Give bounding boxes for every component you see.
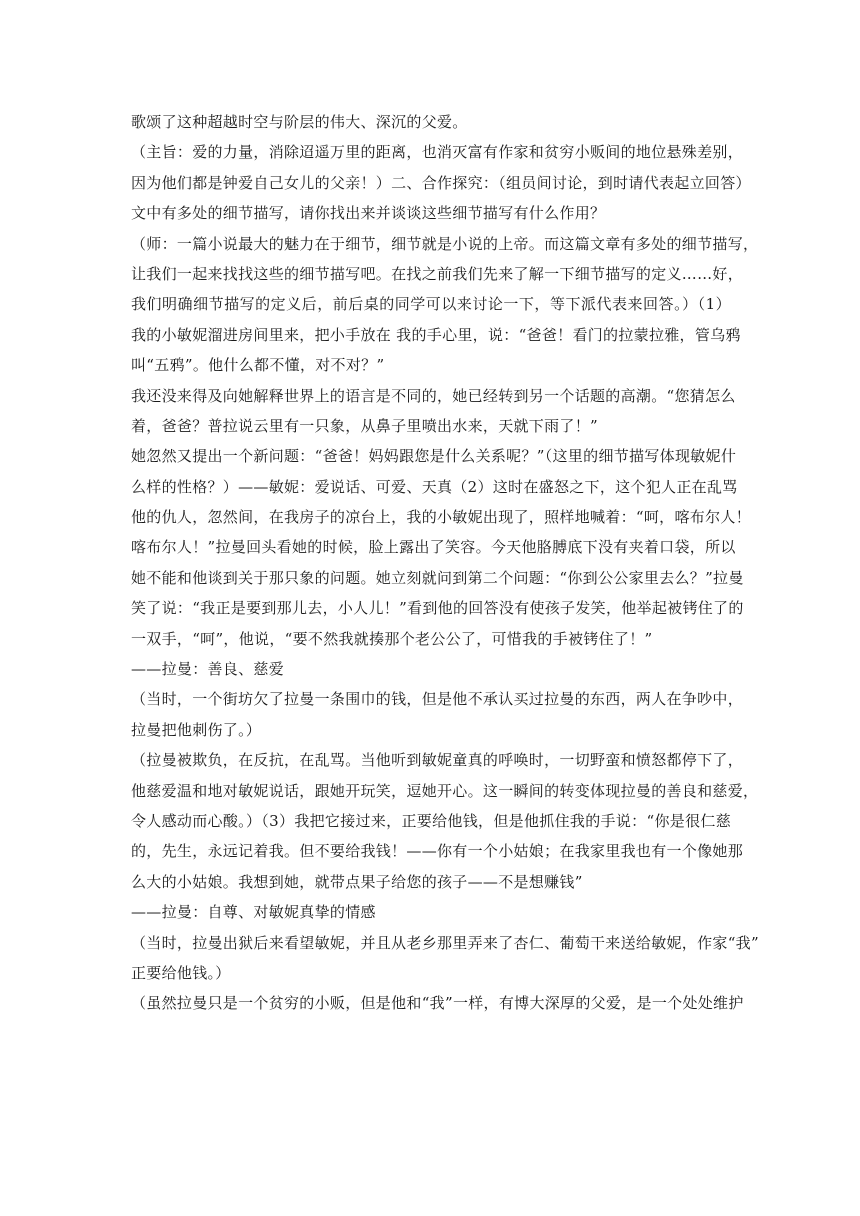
text-line: （主旨：爱的力量，消除迢遥万里的距离，也消灭富有作家和贫穷小贩间的地位悬殊差别， [131,143,744,162]
text-line: （当时，拉曼出狱后来看望敏妮，并且从老乡那里弄来了杏仁、葡萄干来送给敏妮，作家“我” [131,933,759,952]
text-line: ——拉曼：善良、慈爱 [131,660,285,679]
text-line: 他慈爱温和地对敏妮说话，跟她开玩笑，逗她开心。这一瞬间的转变体现拉曼的善良和慈爱， [131,781,759,800]
text-line: 着，爸爸？普拉说云里有一只象，从鼻子里喷出水来，天就下雨了！” [131,416,598,435]
text-line: （拉曼被欺负，在反抗，在乱骂。当他听到敏妮童真的呼唤时，一切野蛮和愤怒都停下了， [131,751,744,770]
text-line: 我的小敏妮溜进房间里来，把小手放在 我的手心里，说：“爸爸！看门的拉蒙拉雅，管乌鸦 [131,325,741,344]
text-line: 歌颂了这种超越时空与阶层的伟大、深沉的父爱。 [131,113,468,131]
text-line: （师：一篇小说最大的魅力在于细节，细节就是小说的上帝。而这篇文章有多处的细节描写， [131,234,759,253]
text-line: 她不能和他谈到关于那只象的问题。她立刻就问到第二个问题：“你到公公家里去么？”拉曼 [131,568,744,587]
text-line: 么大的小姑娘。我想到她，就带点果子给您的孩子——不是想赚钱” [131,872,583,891]
text-line: 令人感动而心酸。）（3）我把它接过来，正要给他钱，但是他抓住我的手说：“你是很仁慈 [131,811,731,830]
text-line: 拉曼把他刺伤了。） [131,720,262,739]
text-line: 我还没来得及向她解释世界上的语言是不同的，她已经转到另一个话题的高潮。“您猜怎么 [131,386,736,405]
text-line: 她忽然又提出一个新问题：“爸爸！妈妈跟您是什么关系呢？”（这里的细节描写体现敏妮什 [131,447,737,466]
text-line: 让我们一起来找找这些的细节描写吧。在找之前我们先来了解一下细节描写的定义……好， [131,264,744,283]
text-line: 笑了说：“我正是要到那儿去，小人儿！”看到他的回答没有使孩子发笑，他举起被铐住了的 [131,599,744,618]
text-line: 我们明确细节描写的定义后，前后桌的同学可以来讨论一下，等下派代表来回答。）（1） [131,295,731,314]
text-line: 的，先生，永远记着我。但不要给我钱！——你有一个小姑娘；在我家里我也有一个像她那 [131,842,744,861]
text-line: （当时，一个街坊欠了拉曼一条围巾的钱，但是他不承认买过拉曼的东西，两人在争吵中， [131,690,744,709]
text-line: 他的仇人，忽然间，在我房子的凉台上，我的小敏妮出现了，照样地喊着：“呵，喀布尔人！ [131,508,751,527]
text-line: ——拉曼：自尊、对敏妮真挚的情感 [131,903,376,922]
text-line: 叫“五鸦”。他什么都不懂，对不对？” [131,356,385,375]
text-line: 因为他们都是钟爱自己女儿的父亲！）二、合作探究：（组员间讨论，到时请代表起立回答） [131,173,751,192]
text-line: （虽然拉曼只是一个贫穷的小贩，但是他和“我”一样，有博大深厚的父爱，是一个处处维护 [131,994,744,1013]
text-line: 么样的性格？）——敏妮：爱说话、可爱、天真（2）这时在盛怒之下，这个犯人正在乱骂 [131,477,738,496]
text-line: 正要给他钱。） [131,963,231,982]
text-line: 喀布尔人！”拉曼回头看她的时候，脸上露出了笑容。今天他胳膊底下没有夹着口袋，所以 [131,538,736,557]
text-line: 一双手，“呵”，他说，“要不然我就揍那个老公公了，可惜我的手被铐住了！” [131,629,653,648]
text-line: 文中有多处的细节描写，请你找出来并谈谈这些细节描写有什么作用？ [131,204,606,223]
body-text [131,107,759,1019]
